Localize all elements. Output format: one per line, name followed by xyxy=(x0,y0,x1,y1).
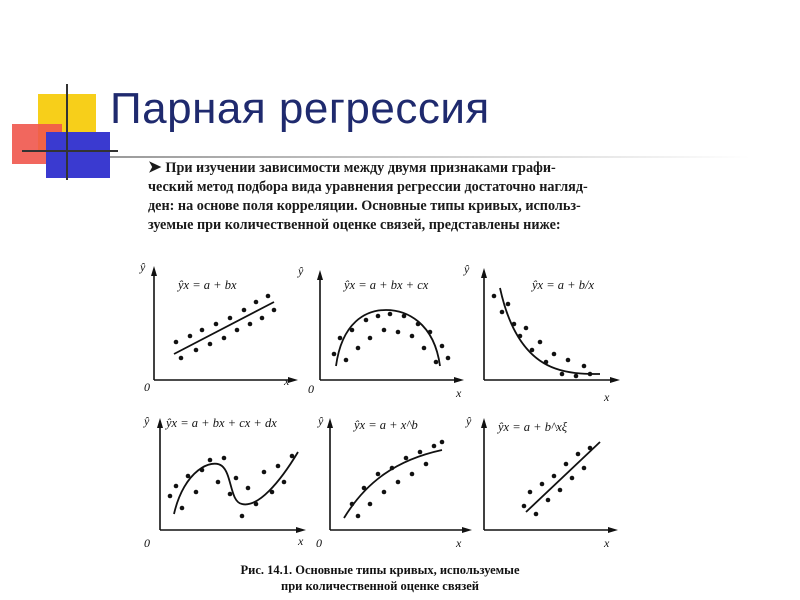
plot-panel-hyperbola xyxy=(464,262,640,412)
plot-panel-exponential xyxy=(466,412,640,562)
plot-panel-parabola xyxy=(298,262,476,412)
y-axis-label: ŷ xyxy=(144,414,150,428)
origin-label: 0 xyxy=(144,380,150,394)
equation-label: ŷx = a + bx + cx xyxy=(344,278,429,292)
plot-panel-power xyxy=(316,412,486,562)
decor-vertical-line xyxy=(66,84,68,180)
body-text xyxy=(148,158,648,235)
text-line-3: ден: на основе поля корреляции. Основные типы кривых, использ- xyxy=(148,198,581,214)
origin-label: 0 xyxy=(144,536,150,550)
y-axis-label: ŷ xyxy=(466,414,472,428)
decor-blue-square xyxy=(46,132,110,178)
decor-horizontal-line xyxy=(22,150,118,152)
x-axis-label: x xyxy=(284,374,290,388)
y-axis-label: ŷ xyxy=(318,414,324,428)
plot-panel-linear xyxy=(140,258,310,408)
text-line-4: зуемые при количественной оценке связей, представлены ниже: xyxy=(148,217,561,233)
x-axis-label: x xyxy=(456,536,462,550)
plot-panel-cubic xyxy=(144,412,318,562)
text-line-2: ческий метод подбора вида уравнения регрессии достаточно нагляд- xyxy=(148,179,588,195)
x-axis-label: x xyxy=(456,386,462,400)
origin-label: 0 xyxy=(308,382,314,396)
x-axis-label: x xyxy=(298,534,304,548)
y-axis-label: ŷ xyxy=(464,262,470,276)
y-axis-label: ŷ xyxy=(140,260,146,274)
x-axis-label: x xyxy=(604,536,610,550)
y-axis-label: ŷ xyxy=(298,264,304,278)
slide-title: Парная регрессия xyxy=(110,84,490,133)
equation-label: ŷx = a + bx xyxy=(178,278,237,292)
equation-label: ŷx = a + b^xξ xyxy=(498,420,568,434)
origin-label: 0 xyxy=(316,536,322,550)
equation-label: ŷx = a + x^b xyxy=(354,418,418,432)
equation-label: ŷx = a + b/x xyxy=(532,278,594,292)
figure-caption xyxy=(150,562,610,594)
caption-line-1: Рис. 14.1. Основные типы кривых, используемые xyxy=(240,563,520,577)
caption-line-2: при количественной оценке связей xyxy=(281,579,479,593)
arrow-bullet-icon: ➤ xyxy=(148,159,162,176)
x-axis-label: x xyxy=(604,390,610,404)
equation-label: ŷx = a + bx + cx + dx xyxy=(166,416,277,430)
panel-graphic xyxy=(148,412,318,562)
text-line-1: При изучении зависимости между двумя признаками графи- xyxy=(165,160,556,176)
